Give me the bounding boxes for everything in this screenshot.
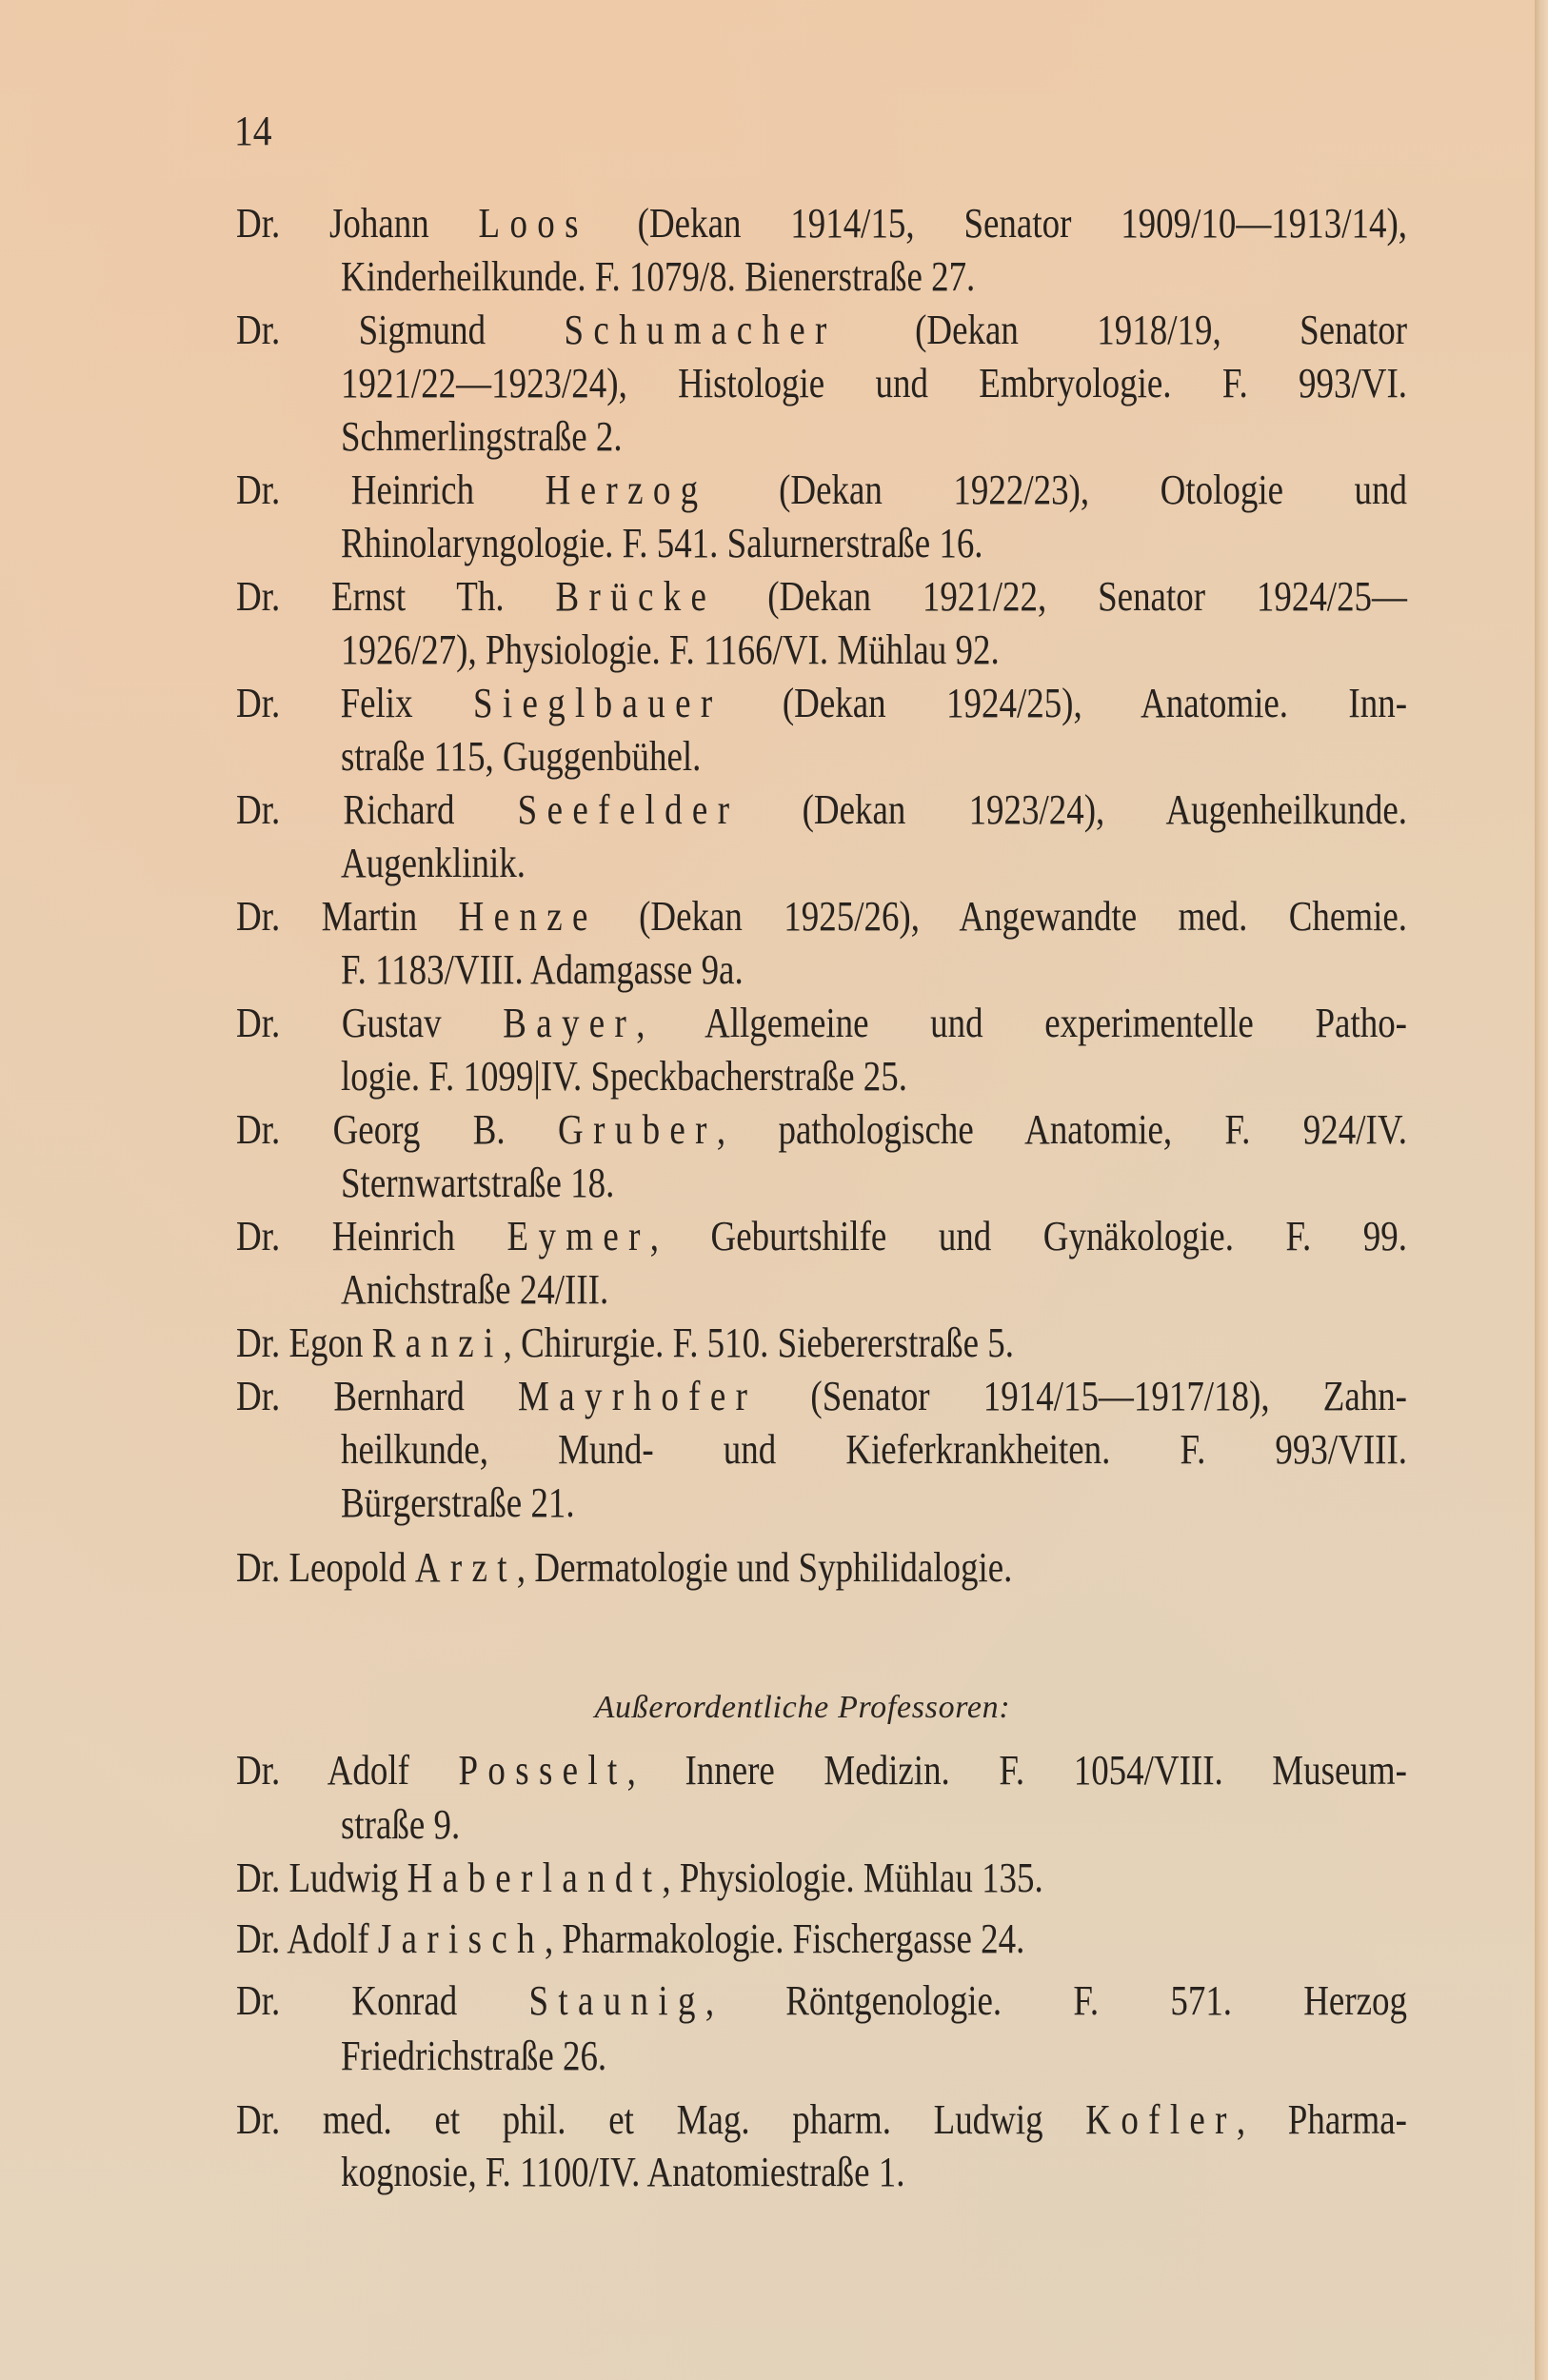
entry-text: , Pharmakologie. Fischergasse 24. bbox=[544, 1915, 1025, 1962]
professor-surname: Seefelder bbox=[517, 786, 740, 833]
entry-continuation-line bbox=[341, 840, 526, 886]
entry-text: (Dekan 1925/26), Angewandte med. Chemie. bbox=[597, 893, 1407, 940]
entry-text: Dr. Egon bbox=[236, 1319, 372, 1366]
entry-text: (Dekan 1924/25), Anatomie. Inn- bbox=[722, 680, 1408, 726]
entry-first-line bbox=[236, 1213, 1407, 1259]
entry-text: , Chirurgie. F. 510. Siebererstraße 5. bbox=[503, 1319, 1014, 1366]
professor-surname: Posselt bbox=[458, 1747, 627, 1794]
entry-text: Schmerlingstraße 2. bbox=[341, 413, 623, 460]
professor-surname: Sieglbauer bbox=[472, 680, 723, 726]
entry-text: , Allgemeine und experimentelle Patho- bbox=[636, 1000, 1407, 1046]
professor-surname: Haberlandt bbox=[407, 1854, 663, 1901]
entry-text: Anichstraße 24/III. bbox=[341, 1266, 609, 1313]
entry-text: (Dekan 1918/19, Senator bbox=[836, 307, 1408, 353]
entry-text: Dr. Heinrich bbox=[236, 1213, 507, 1259]
entry-continuation-line bbox=[341, 1266, 609, 1313]
entry-text: Dr. Adolf bbox=[236, 1915, 378, 1962]
entry-first-line bbox=[236, 1106, 1407, 1153]
entry-text: , Physiologie. Mühlau 135. bbox=[662, 1854, 1043, 1901]
professor-surname: Loos bbox=[478, 200, 588, 247]
entry-text: , Innere Medizin. F. 1054/VIII. Museum- bbox=[626, 1747, 1407, 1794]
entry-text: Dr. Adolf bbox=[236, 1747, 459, 1794]
entry-text: 1926/27), Physiologie. F. 1166/VI. Mühlau 92. bbox=[341, 626, 1000, 673]
entry-first-line bbox=[236, 309, 1407, 351]
entry-continuation-line bbox=[341, 360, 1407, 407]
entry-text: Dr. Martin bbox=[236, 893, 459, 940]
entry-continuation-line bbox=[341, 1162, 614, 1204]
professor-surname: Eymer bbox=[506, 1213, 650, 1259]
professor-surname: Brücke bbox=[555, 573, 717, 620]
entry-text: Dr. Richard bbox=[236, 786, 518, 833]
professor-surname: Ranzi bbox=[371, 1319, 504, 1366]
entry-continuation-line bbox=[341, 733, 702, 780]
entry-continuation-line bbox=[341, 2149, 905, 2195]
entry-text: Dr. Leopold bbox=[236, 1544, 415, 1591]
professor-surname: Bayer bbox=[503, 1000, 637, 1046]
entry-text: , Dermatologie und Syphilidalogie. bbox=[516, 1544, 1013, 1591]
professor-surname: Schumacher bbox=[564, 307, 837, 353]
entry-text: Dr. Bernhard bbox=[236, 1373, 519, 1419]
entry-text: , Geburtshilfe und Gynäkologie. F. 99. bbox=[649, 1213, 1407, 1259]
entry-first-line bbox=[236, 1373, 1407, 1419]
entry-text: (Dekan 1922/23), Otologie und bbox=[707, 466, 1408, 513]
professor-surname: Herzog bbox=[545, 466, 708, 513]
professor-surname: Kofler bbox=[1085, 2096, 1237, 2143]
entry-first-line bbox=[236, 680, 1408, 726]
entry-text: straße 115, Guggenbühel. bbox=[341, 733, 702, 780]
page-edge bbox=[1535, 0, 1548, 2380]
entry-text: Kinderheilkunde. F. 1079/8. Bienerstraße 27. bbox=[341, 253, 976, 300]
entry-text: , pathologische Anatomie, F. 924/IV. bbox=[716, 1106, 1407, 1153]
professor-surname: Arzt bbox=[414, 1544, 517, 1591]
entry-first-line bbox=[236, 1977, 1407, 2024]
entry-first-line bbox=[236, 2096, 1407, 2143]
entry-first-line bbox=[236, 1747, 1407, 1794]
entry-text: straße 9. bbox=[341, 1801, 461, 1848]
entry-text: Dr. Johann bbox=[236, 200, 479, 247]
professor-surname: Mayrhofer bbox=[518, 1373, 758, 1419]
page-number: 14 bbox=[234, 108, 272, 154]
entry-first-line bbox=[236, 1544, 1013, 1591]
entry-continuation-line bbox=[341, 1053, 907, 1100]
professor-surname: Gruber bbox=[558, 1106, 717, 1153]
entry-first-line bbox=[236, 893, 1407, 940]
entry-first-line bbox=[236, 1002, 1407, 1044]
entry-text: 1921/22—1923/24), Histologie und Embryologie. F. 993/VI. bbox=[341, 360, 1407, 407]
entry-first-line bbox=[236, 1915, 1025, 1962]
entry-text: heilkunde, Mund- und Kieferkrankheiten. F. 993/VIII. bbox=[341, 1426, 1407, 1473]
entry-text: Augenklinik. bbox=[341, 840, 526, 886]
entry-continuation-line bbox=[341, 253, 976, 300]
entry-first-line bbox=[236, 786, 1407, 833]
entry-text: Sternwartstraße 18. bbox=[341, 1160, 615, 1206]
entry-text: Dr. Ludwig bbox=[236, 1854, 407, 1901]
professor-surname: Jarisch bbox=[377, 1915, 545, 1962]
entry-continuation-line bbox=[341, 946, 744, 993]
entry-text: Dr. Gustav bbox=[236, 1000, 504, 1046]
entry-text: Dr. Konrad bbox=[236, 1977, 529, 2024]
entry-text: kognosie, F. 1100/IV. Anatomiestraße 1. bbox=[341, 2149, 905, 2195]
entry-text: Dr. med. et phil. et Mag. pharm. Ludwig bbox=[236, 2096, 1086, 2143]
entry-text: Rhinolaryngologie. F. 541. Salurnerstraße 16. bbox=[341, 520, 983, 566]
entry-text: Dr. Georg B. bbox=[236, 1106, 559, 1153]
entry-text: Bürgerstraße 21. bbox=[341, 1479, 575, 1526]
entry-first-line bbox=[236, 573, 1407, 620]
entry-text: (Dekan 1923/24), Augenheilkunde. bbox=[739, 786, 1407, 833]
entry-first-line bbox=[236, 466, 1408, 513]
entry-first-line bbox=[236, 1854, 1043, 1901]
entry-continuation-line bbox=[341, 1801, 461, 1848]
entry-text: (Senator 1914/15—1917/18), Zahn- bbox=[757, 1373, 1407, 1419]
entry-continuation-line bbox=[341, 626, 1000, 673]
entry-first-line bbox=[236, 200, 1407, 247]
entry-text: logie. F. 1099|IV. Speckbacherstraße 25. bbox=[341, 1053, 907, 1100]
entry-continuation-line bbox=[341, 2035, 606, 2077]
entry-text: Dr. Felix bbox=[236, 680, 473, 726]
entry-continuation-line bbox=[341, 520, 983, 566]
entry-first-line bbox=[236, 1319, 1014, 1366]
entry-text: (Dekan 1921/22, Senator 1924/25— bbox=[716, 573, 1407, 620]
entry-text: Friedrichstraße 26. bbox=[341, 2033, 607, 2079]
entry-text: Dr. Sigmund bbox=[236, 307, 565, 353]
entry-text: , Pharma- bbox=[1236, 2096, 1407, 2143]
entry-continuation-line bbox=[341, 1479, 575, 1526]
section-heading: Außerordentliche Professoren: bbox=[594, 1690, 1011, 1725]
entry-text: Dr. Heinrich bbox=[236, 466, 546, 513]
entry-text: Dr. Ernst Th. bbox=[236, 573, 556, 620]
entry-text: (Dekan 1914/15, Senator 1909/10—1913/14), bbox=[587, 200, 1407, 247]
entry-continuation-line bbox=[341, 413, 623, 460]
entry-text: F. 1183/VIII. Adamgasse 9a. bbox=[341, 946, 744, 993]
entry-text: , Röntgenologie. F. 571. Herzog bbox=[705, 1977, 1407, 2024]
professor-surname: Staunig bbox=[528, 1977, 705, 2024]
professor-surname: Henze bbox=[458, 893, 598, 940]
entry-continuation-line bbox=[341, 1426, 1407, 1473]
